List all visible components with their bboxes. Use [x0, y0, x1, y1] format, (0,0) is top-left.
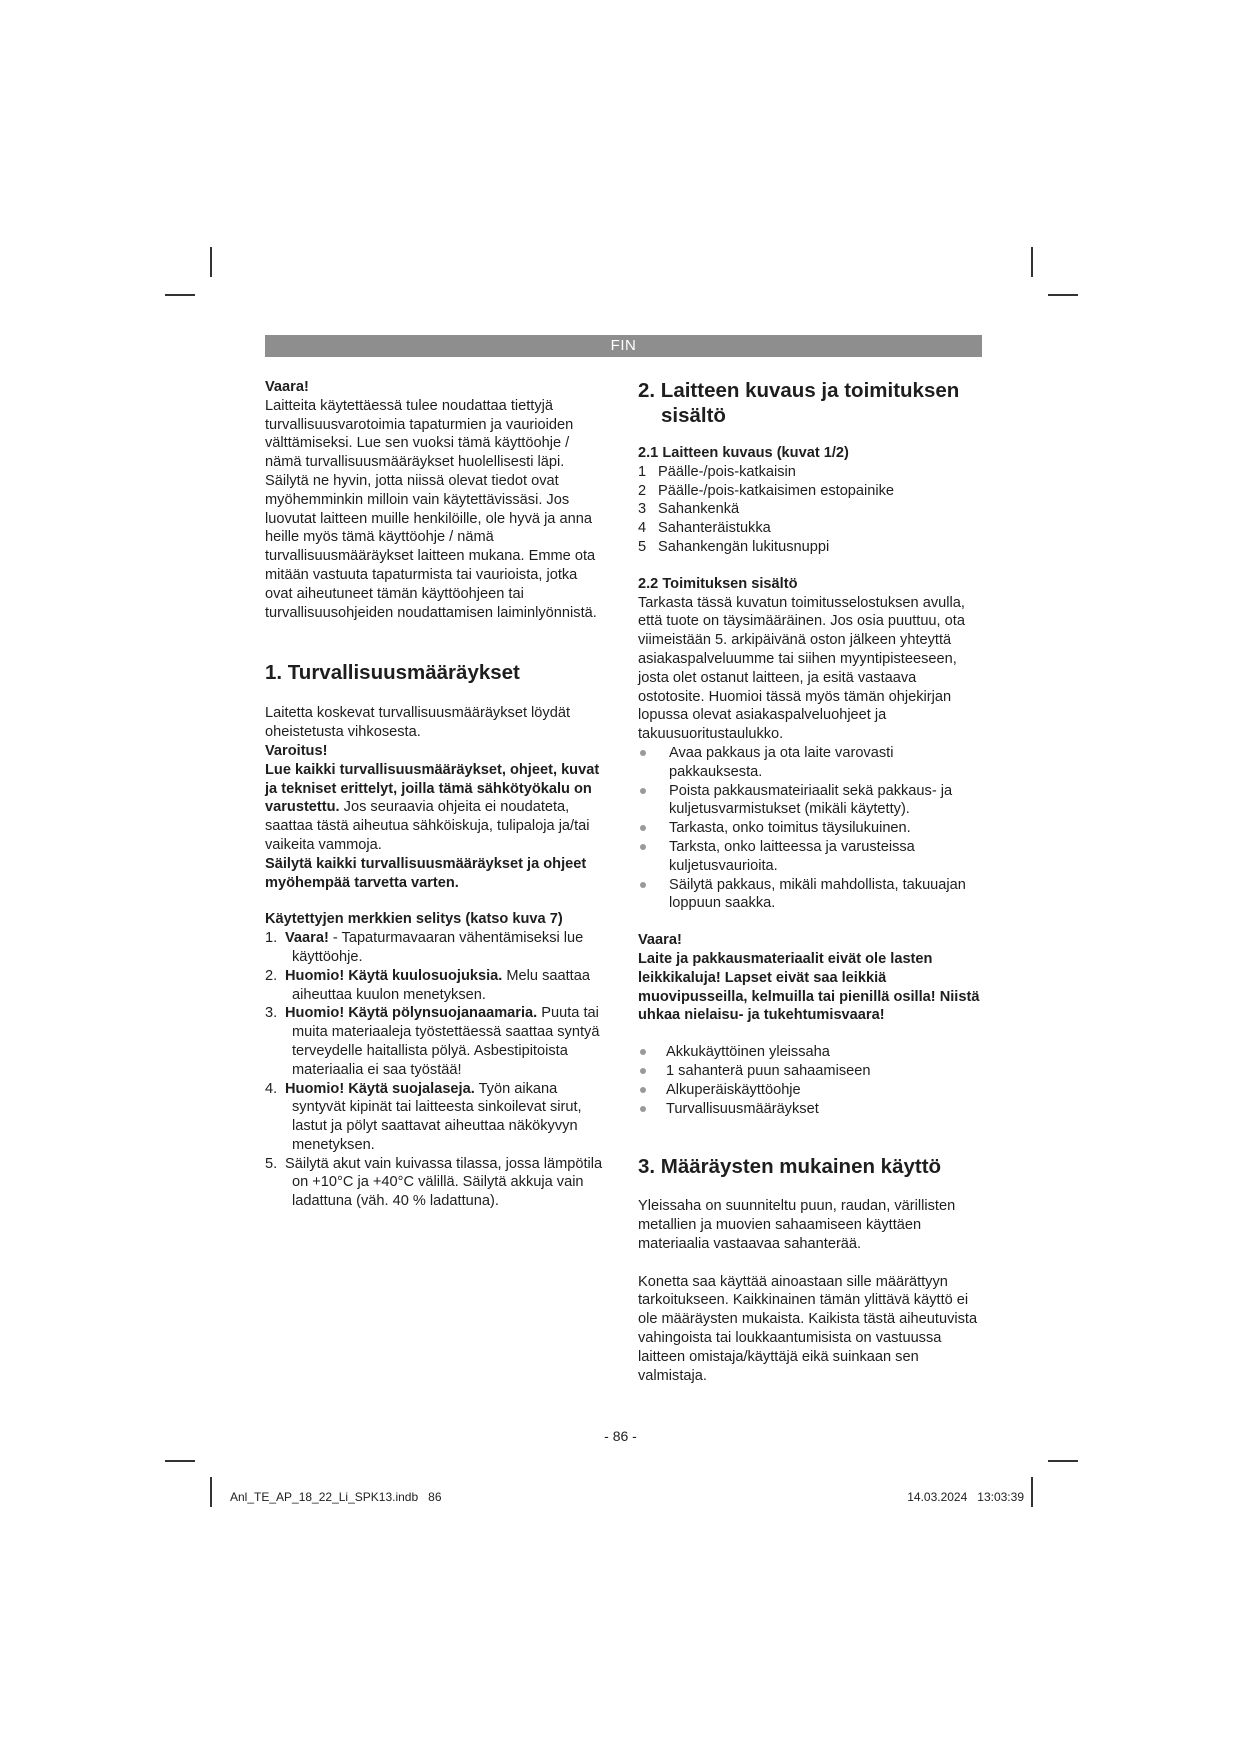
symbols-heading: Käytettyjen merkkien selitys (katso kuva 7)	[265, 911, 563, 928]
list-item: 5. Säilytä akut vain kuivassa tilassa, jossa lämpötila on +10°C ja +40°C välillä. Säilytä akkuja vain ladattuna (väh. 40 % ladattuna).	[265, 1155, 603, 1210]
list-item: 4 Sahanteräistukka	[638, 520, 771, 537]
danger-block	[638, 931, 984, 1025]
warning-block	[265, 378, 605, 622]
section-1-heading: 1. Turvallisuusmääräykset	[265, 661, 520, 685]
crop-mark	[210, 247, 212, 277]
section-2-heading: 2. Laitteen kuvaus ja toimituksen sisältö	[638, 379, 960, 427]
subsection-2-1-heading: 2.1 Laitteen kuvaus (kuvat 1/2)	[638, 445, 849, 461]
list-item: Poista pakkausmateiriaalit sekä pakkaus- ja kuljetusvarmistukset (mikäli käytetty).	[638, 782, 984, 820]
symbols-list	[265, 929, 605, 1211]
crop-mark	[1048, 1460, 1078, 1462]
danger-text: Laite ja pakkausmateriaalit eivät ole lasten leikkikaluja! Lapset eivät saa leikkiä muovipusseilla, kelmuilla tai pienillä osilla! Niistä uhkaa nielaisu- ja tukehtumisvaara!	[638, 950, 980, 1024]
language-code: FIN	[610, 337, 637, 354]
delivery-text: Tarkasta tässä kuvatun toimitusselostuksen avulla, että tuote on täysimääräinen. Jos osia puuttuu, ota viimeistään 5. arkipäivänä oston jälkeen yhteyttä asiakaspalveluumme tai siihen myyntipisteeseen, josta olet ostanut laitteen, ja esitä vastaava ostotosite. Huomioi tässä myös tämän ohjekirjan lopussa olevat asiakaspalveluohjeet ja takuusuoritustaulukko.	[638, 594, 965, 743]
list-item: Tarkasta, onko toimitus täysilukuinen.	[638, 819, 984, 838]
crop-mark	[210, 1477, 212, 1507]
crop-mark	[165, 1460, 195, 1462]
intended-use-paragraph-1: Yleissaha on suunniteltu puun, raudan, värillisten metallien ja muovien sahaamiseen käyttäen materiaalia vastaavaa sahanterää.	[638, 1198, 956, 1252]
intended-use-paragraph-2: Konetta saa käyttää ainoastaan sille määrättyyn tarkoitukseen. Kaikkinainen tämän ylittävä käyttö ei ole määräysten mukaista. Kaikista tästä aiheutuvista vahingoista tai loukkaantumisista on vastuussa laitteen omistaja/käyttäjä eikä suinkaan sen valmistaja.	[638, 1273, 978, 1384]
left-column	[265, 378, 605, 1211]
parts-list	[638, 463, 984, 557]
footer-file-info: Anl_TE_AP_18_22_Li_SPK13.indb 86	[230, 1490, 442, 1504]
list-item: Turvallisuusmääräykset	[638, 1100, 984, 1119]
delivery-contents-list	[638, 1043, 984, 1118]
list-item: 4. Huomio! Käytä suojalaseja. Työn aikana syntyvät kipinät tai laitteesta sinkoilevat sirut, lastut ja pölyt saattavat aiheuttaa näkökyvyn menetyksen.	[265, 1080, 582, 1153]
keep-instructions	[265, 855, 605, 893]
list-item: 1. Vaara! - Tapaturmavaaran vähentämiseksi lue käyttöohje.	[265, 930, 584, 965]
danger-title: Vaara!	[638, 932, 682, 949]
crop-mark	[165, 294, 195, 296]
caution-bold-text: Lue kaikki turvallisuusmääräykset, ohjeet, kuvat ja tekniset erittelyt, joilla tämä sähkötyökalu on varustettu.	[265, 761, 600, 816]
list-item: 2 Päälle-/pois-katkaisimen estopainike	[638, 482, 895, 499]
unpacking-checklist	[638, 744, 984, 913]
caution-title: Varoitus!	[265, 742, 328, 759]
list-item: 3. Huomio! Käytä pölynsuojanaamaria. Puuta tai muita materiaaleja työstettäessä saattaa syntyä terveydelle haitallista pölyä. Asbestipitoista materiaalia ei saa työstää!	[265, 1005, 600, 1078]
language-header-bar	[265, 335, 982, 357]
warning-text: Laitteita käytettäessä tulee noudattaa tiettyjä turvallisuusvarotoimia tapaturmien ja vaurioiden välttämiseksi. Lue sen vuoksi tämä käyttöohje / nämä turvallisuusmääräykset huolellisesti läpi. Säilytä ne hyvin, jotta niissä olevat tiedot ovat myöhemminkin milloin vain käytettävissäsi. Jos luovutat laitteen muille henkilöille, ole hyvä ja anna heille myös tämä käyttöohje / nämä turvallisuusmääräykset laitteen mukana. Emme ota mitään vastuuta tapaturmista tai vaurioista, jotka ovat aiheutuneet tämän käyttöohjeen tai turvallisuusohjeiden noudattamisen laiminlyönnistä.	[265, 397, 597, 621]
crop-mark	[1048, 294, 1078, 296]
crop-mark	[1031, 1477, 1033, 1507]
right-column	[638, 378, 984, 1385]
crop-mark	[1031, 247, 1033, 277]
caution-block	[265, 742, 605, 855]
list-item: Alkuperäiskäyttöohje	[638, 1081, 984, 1100]
section-1-intro: Laitetta koskevat turvallisuusmääräykset löydät oheistetusta vihkosesta.	[265, 705, 570, 741]
list-item: Avaa pakkaus ja ota laite varovasti pakkauksesta.	[638, 744, 984, 782]
section-3-heading: 3. Määräysten mukainen käyttö	[638, 1155, 942, 1179]
list-item: Akkukäyttöinen yleissaha	[638, 1043, 984, 1062]
list-item: 3 Sahankenkä	[638, 501, 740, 518]
list-item: Tarksta, onko laitteessa ja varusteissa kuljetusvaurioita.	[638, 838, 984, 876]
warning-title: Vaara!	[265, 379, 309, 395]
list-item: 1 sahanterä puun sahaamiseen	[638, 1062, 984, 1081]
footer-timestamp: 14.03.2024 13:03:39	[907, 1490, 1024, 1504]
keep-bold-text: Säilytä kaikki turvallisuusmääräykset ja ohjeet myöhempää tarvetta varten.	[265, 855, 587, 891]
list-item: 5 Sahankengän lukitusnuppi	[638, 538, 830, 555]
list-item: Säilytä pakkaus, mikäli mahdollista, takuuajan loppuun saakka.	[638, 876, 984, 914]
list-item: 1 Päälle-/pois-katkaisin	[638, 463, 796, 480]
page-number: - 86 -	[604, 1428, 637, 1444]
caution-text: Jos seuraavia ohjeita ei noudateta, saattaa tästä aiheutua sähköiskuja, tulipaloja ja/tai vaikeita vammoja.	[265, 799, 590, 853]
list-item: 2. Huomio! Käytä kuulosuojuksia. Melu saattaa aiheuttaa kuulon menetyksen.	[265, 967, 590, 1003]
subsection-2-2-heading: 2.2 Toimituksen sisältö	[638, 575, 798, 592]
